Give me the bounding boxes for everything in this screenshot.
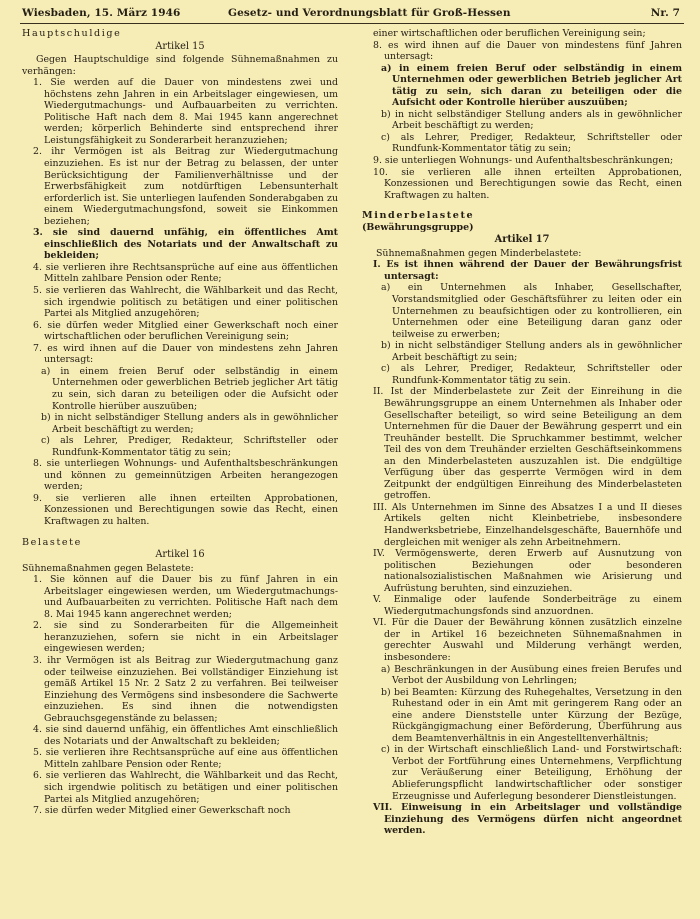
article-15-item: 8. sie unterliegen Wohnungs- und Aufenthaltsbeschränkungen und können zu gemeinnützigen Arbeiten herangezogen werden; [33,458,338,493]
article-15-item: 7. es wird ihnen auf die Dauer von mindestens zehn Jahren untersagt: [33,342,338,366]
article-15-subitem: b) in nicht selbständiger Stellung anders als in gewöhnlicher Arbeit beschäftigt zu werden; [41,412,338,435]
article-17-section: III. Als Unternehmen im Sinne des Absatzes I a und II dieses Artikels gelten nicht Kleinbetriebe, insbesondere Handwerksbetriebe, Einzelhandelsgeschäfte, Bauernhöfe und dergleichen mit weniger als zehn Arbeitnehmern. [373,501,682,548]
article-17-section: II. Ist der Minderbelastete zur Zeit der Einreihung in die Bewährungsgruppe an einem Unternehmen als Inhaber oder Gesellschafter beteiligt, so wird seine Beteiligung an dem Unternehmen für die Dauer der Bewährung gesperrt und ein Treuhänder bestellt. Die Spruchkammer bestimmt, welcher Teil des von dem Treuhänder erzielten Geschäftseinkommens an den Minderbelasteten auszuzahlen ist. Die endgültige Verfügung über das gesperrte Vermögen wird in dem Zeitpunkt der endgültigen Einreihung des Minderbelasteten getroffen. [373,386,682,502]
article-17-section: VI. Für die Dauer der Bewährung können zusätzlich einzelne der in Artikel 16 bezeichneten Sühnemaßnahmen in gerechter Auswahl und Milderung verhängt werden, insbesondere: [373,617,682,663]
left-column [22,28,338,817]
article-17-subitem: c) in der Wirtschaft einschließlich Land- und Forstwirtschaft: Verbot der Fortführung eines Unternehmens, Verpflichtung zur Veräußerung einer Beteiligung, Erhöhung der Ablieferungspflicht landwirtschaftlicher oder sonstiger Erzeugnisse und Auferlegung besonderer Dienstleistungen. [381,744,682,802]
article-15-intro: Gegen Hauptschuldige sind folgende Sühnemaßnahmen zu verhängen: [22,54,338,77]
article-16-item: 4. sie sind dauernd unfähig, ein öffentliches Amt einschließlich des Notariats und der Anwaltschaft zu bekleiden; [33,724,338,747]
article-17-subitem: a) Beschränkungen in der Ausübung eines freien Berufes und Verbot der Ausbildung von Lehrlingen; [381,663,682,687]
article-15-title: Artikel 15 [155,40,205,52]
article-16-item-continuation: einer wirtschaftlichen oder beruflichen Vereinigung sein; [373,28,646,39]
article-16-item: 3. ihr Vermögen ist als Beitrag zur Wiedergutmachung ganz oder teilweise einzuziehen. Bei vollständiger Einziehung ist gemäß Artikel 15 Nr. 2 Satz 2 zu verfahren. Bei teilweiser Einziehung des Vermögens sind insbesondere die Sachwerte einzuziehen. Es sind ihnen die notwendigsten Gebrauchsgegenstände zu belassen; [33,654,338,724]
article-17-section: IV. Vermögenswerte, deren Erwerb auf Ausnutzung von politischen Beziehungen oder besonderen nationalsozialistischen Maßnahmen wie Arisierung und Aufrüstung beruhten, sind einzuziehen. [373,548,682,594]
article-17-subitem: a) ein Unternehmen als Inhaber, Gesellschafter, Vorstandsmitglied oder Geschäftsführer zu leiten oder ein Unternehmen zu beaufsichtigen oder zu kontrollieren, ein Unternehmen oder eine Beteiligung daran ganz oder teilweise zu erwerben; [381,282,682,340]
article-15-item: 2. ihr Vermögen ist als Beitrag zur Wiedergutmachung einzuziehen. Es ist nur der Betrag zu belassen, der unter Berücksichtigung der Familienverhältnisse und der Erwerbsfähigkeit zum notdürftigen Lebensunterhalt erforderlich ist. Sie unterliegen laufenden Sonderabgaben zu einem Wiedergutmachungsfond, soweit sie Einkommen beziehen; [33,146,338,227]
section-heading-belastete: Belastete [22,536,82,548]
section-heading-minderbelastete: Minderbelastete [362,210,475,222]
article-16-item: 6. sie verlieren das Wahlrecht, die Wählbarkeit und das Recht, sich irgendwie politisch zu betätigen und einer politischen Partei als Mitglied anzugehören; [33,770,338,805]
article-16-subitem: b) in nicht selbständiger Stellung anders als in gewöhnlicher Arbeit beschäftigt zu werden; [381,108,682,132]
article-16-item: 7. sie dürfen weder Mitglied einer Gewerkschaft noch [33,805,291,817]
article-15-item: 4. sie verlieren ihre Rechtsansprüche auf eine aus öffentlichen Mitteln zahlbare Pension oder Rente; [33,261,338,285]
article-17-subitem: b) in nicht selbständiger Stellung anders als in gewöhnlicher Arbeit beschäftigt zu sein; [381,340,682,363]
article-16-item: 10. sie verlieren alle ihnen erteilten Approbationen, Konzessionen und Berechtigungen sowie das Recht, einen Kraftwagen zu halten. [373,166,682,201]
article-17-title: Artikel 17 [494,234,550,246]
article-16-item: 1. Sie können auf die Dauer bis zu fünf Jahren in ein Arbeitslager eingewiesen werden, um Wiedergutmachungs- und Aufbauarbeiten zu verrichten. Politische Haft nach dem 8. Mai 1945 kann angerechnet werden; [33,574,338,620]
article-17-section: V. Einmalige oder laufende Sonderbeiträge zu einem Wiedergutmachungsfonds sind anzuordnen. [373,594,682,617]
header-issue-number: Nr. 7 [650,7,680,19]
header-title: Gesetz- und Verordnungsblatt für Groß-Hessen [228,7,511,19]
article-16-intro: Sühnemaßnahmen gegen Belastete: [22,562,194,574]
article-15-item: 5. sie verlieren das Wahlrecht, die Wählbarkeit und das Recht, sich irgendwie politisch zu betätigen und einer politischen Partei als Mitglied anzugehören; [33,285,338,320]
article-15-item: 9. sie verlieren alle ihnen erteilten Approbationen, Konzessionen und Berechtigungen sowie das Recht, einen Kraftwagen zu halten. [33,492,338,527]
article-17-section: VII. Einweisung in ein Arbeitslager und vollständige Einziehung des Vermögens dürfen nicht angeordnet werden. [373,802,682,837]
article-15-subitem: a) in einem freien Beruf oder selbständig in einem Unternehmen oder gewerblichen Betrieb jeglicher Art tätig zu sein, sich daran zu beteiligen oder die Aufsicht oder Kontrolle hierüber auszuüben; [41,365,338,412]
article-15-subitem: c) als Lehrer, Prediger, Redakteur, Schriftsteller oder Rundfunk-Kommentator tätig zu sein; [41,435,338,458]
article-17-subitem: b) bei Beamten: Kürzung des Ruhegehaltes, Versetzung in den Ruhestand oder in ein Amt mit geringerem Rang oder an eine andere Dienststelle unter Kürzung der Bezüge, Rückgängigmachung einer Beförderung, Überführung aus dem Beamtenverhältnis in ein Angestelltenverhältnis; [381,686,682,744]
article-17-subitem: c) als Lehrer, Prediger, Redakteur, Schriftsteller oder Rundfunk-Kommentator tätig zu sein. [381,363,682,386]
article-16-subitem: a) in einem freien Beruf oder selbständig in einem Unternehmen oder gewerblichen Betrieb jeglicher Art tätig zu sein, sich daran zu beteiligen oder die Aufsicht oder Kontrolle hierüber auszuüben; [381,62,682,109]
page-header [22,7,680,23]
right-column [362,28,682,837]
header-rule [20,23,684,24]
article-16-item: 9. sie unterliegen Wohnungs- und Aufenthaltsbeschränkungen; [373,155,674,167]
article-16-item: 2. sie sind zu Sonderarbeiten für die Allgemeinheit heranzuziehen, sofern sie nicht in ein Arbeitslager eingewiesen werden; [33,620,338,655]
article-16-subitem: c) als Lehrer, Prediger, Redakteur, Schriftsteller oder Rundfunk-Kommentator tätig zu sein; [381,131,682,155]
article-17-intro: Sühnemaßnahmen gegen Minderbelastete: [376,247,582,259]
article-15-item: 3. sie sind dauernd unfähig, ein öffentliches Amt einschließlich des Notariats und der Anwaltschaft zu bekleiden; [33,227,338,262]
article-15-item: 6. sie dürfen weder Mitglied einer Gewerkschaft noch einer wirtschaftlichen oder beruflichen Vereinigung sein; [33,319,338,343]
article-16-item: 8. es wird ihnen auf die Dauer von mindestens fünf Jahren untersagt: [373,39,682,63]
article-16-title: Artikel 16 [155,549,205,561]
article-17-section: I. Es ist ihnen während der Dauer der Bewährungsfrist untersagt: [373,259,682,282]
section-subheading-bewaehrungsgruppe: (Bewährungsgruppe) [362,221,474,233]
article-16-item: 5. sie verlieren ihre Rechtsansprüche auf eine aus öffentlichen Mitteln zahlbare Pension oder Rente; [33,747,338,770]
header-date: Wiesbaden, 15. März 1946 [22,7,181,19]
article-15-item: 1. Sie werden auf die Dauer von mindestens zwei und höchstens zehn Jahren in ein Arbeitslager eingewiesen, um Wiedergutmachungs- und Aufbauarbeiten zu verrichten. Politische Haft nach dem 8. Mai 1945 kann angerechnet werden; körperlich Behinderte sind entsprechend ihrer Leistungsfähigkeit zu Sonderarbeit heranzuziehen; [33,77,338,146]
section-heading-hauptschuldige: Hauptschuldige [22,28,122,39]
